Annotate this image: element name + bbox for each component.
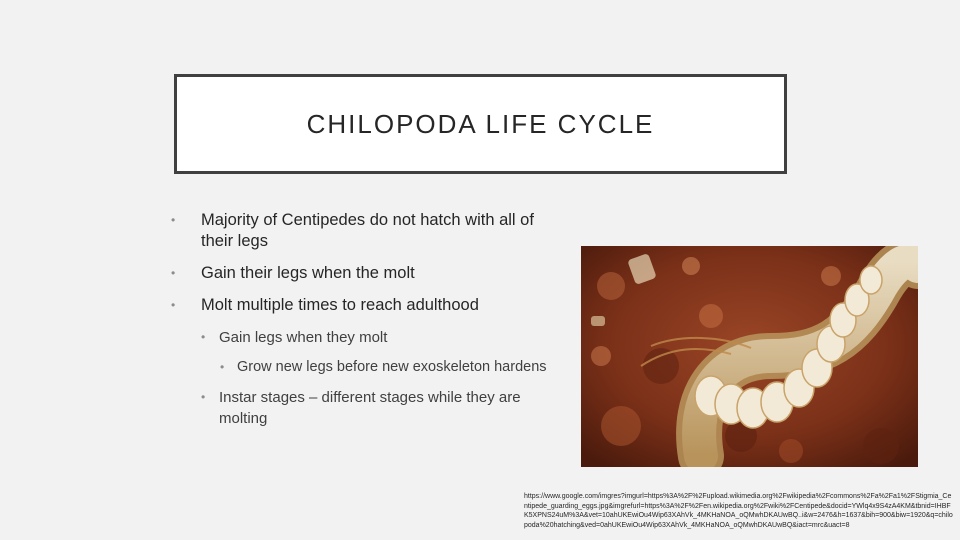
bullet-dot-icon: • [171,266,176,280]
image-source-url[interactable]: https://www.google.com/imgres?imgurl=https%3A%2F%2Fupload.wikimedia.org%2Fwikipedia%2Fcommons%2Fa%2Fa1%2FStigmia_Centipede_guarding_eggs.jpg&imgrefurl=https%3A%2F%2Fen.wikipedia.org%2Fwiki%2FCentipede&docid=YWlq4x9S4zA4KM&tbnid=IHBFK5XPNS24uM%3A&vet=10ahUKEwiOu4Wip63XAhVk_4MKHaNOA_oQMwhDKAUwBQ..i&w=2476&h=1637&bih=900&biw=1920&q=chilopoda%20hatching&ved=0ahUKEwiOu4Wip63XAhVk_4MKHaNOA_oQMwhDKAUwBQ&iact=mrc&uact=8 [524,493,953,529]
slide-title: CHILOPODA LIFE CYCLE [306,108,655,139]
bullet-text: Majority of Centipedes do not hatch with all of their legs [201,211,534,250]
bullet-text: Molt multiple times to reach adulthood [201,296,479,314]
bullet-list [168,210,568,438]
bullet-dot-icon: • [201,330,206,344]
title-box [174,74,787,174]
bullet-text: Gain their legs when the molt [201,264,415,282]
bullet-dot-icon: • [171,298,176,312]
bullet-item [168,263,568,284]
sub-sub-bullet-item [168,357,568,378]
bullet-dot-icon: • [171,213,176,227]
sub-bullet-item [168,387,568,429]
sub-bullet-item [168,327,568,348]
bullet-text: Instar stages – different stages while they are molting [219,389,521,427]
bullet-dot-icon: • [201,390,206,404]
bullet-text: Grow new legs before new exoskeleton hardens [237,359,547,375]
bullet-item [168,210,568,252]
bullet-text: Gain legs when they molt [219,329,388,346]
centipede-photo [581,246,918,467]
bullet-item [168,295,568,316]
bullet-dot-icon: • [220,360,225,374]
